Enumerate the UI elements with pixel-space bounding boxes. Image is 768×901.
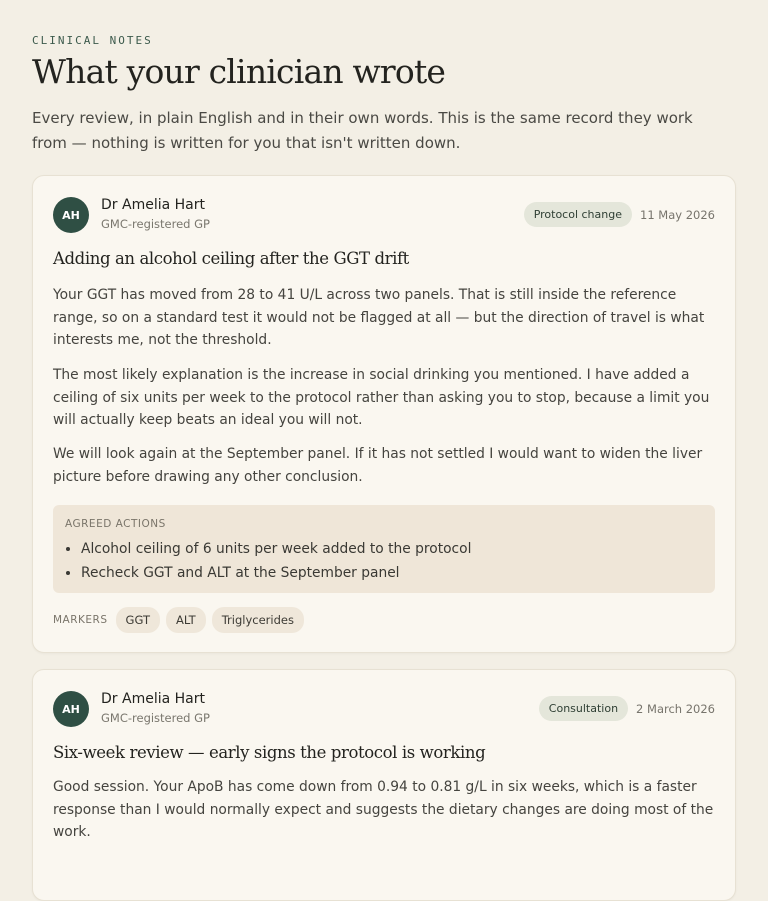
- note-date: 11 May 2026: [640, 207, 715, 222]
- marker-list: [53, 607, 304, 633]
- note-title: Adding an alcohol ceiling after the GGT drift: [53, 249, 409, 268]
- page-title: What your clinician wrote: [32, 52, 446, 91]
- page-intro: Every review, in plain English and in their own words. This is the same record they work from — nothing is written for you that isn't written down.: [32, 109, 693, 152]
- markers-label: MARKERS: [53, 614, 108, 626]
- clinician-role: GMC-registered GP: [101, 217, 210, 231]
- agreed-actions-label: AGREED ACTIONS: [65, 518, 166, 530]
- note-title: Six-week review — early signs the protocol is working: [53, 743, 486, 762]
- marker-chip-ggt[interactable]: GGT: [116, 607, 160, 633]
- note-paragraph: Good session. Your ApoB has come down from 0.94 to 0.81 g/L in six weeks, which is a faster response than I would normally expect and suggests the dietary changes are doing most of the work.: [53, 779, 714, 841]
- note-paragraph: The most likely explanation is the increase in social drinking you mentioned. I have added a ceiling of six units per week to the protocol rather than asking you to stop, because a limit you will actually keep beats an ideal you will not.: [53, 367, 710, 429]
- section-eyebrow: CLINICAL NOTES: [32, 34, 153, 47]
- note-type-badge: Protocol change: [524, 202, 632, 227]
- clinician-role: GMC-registered GP: [101, 711, 210, 725]
- note-card: [32, 175, 736, 653]
- note-meta: [524, 202, 715, 227]
- avatar: AH: [53, 197, 89, 233]
- note-meta: [539, 696, 715, 721]
- note-card: [32, 669, 736, 901]
- clinician-name: Dr Amelia Hart: [101, 197, 205, 213]
- avatar: AH: [53, 691, 89, 727]
- note-paragraph: We will look again at the September panel. If it has not settled I would want to widen the liver picture before drawing any other conclusion.: [53, 446, 703, 485]
- agreed-actions-panel: [53, 505, 715, 593]
- note-paragraph: Your GGT has moved from 28 to 41 U/L across two panels. That is still inside the reference range, so on a standard test it would not be flagged at all — but the direction of travel is what interests me, not the threshold.: [53, 287, 705, 349]
- marker-chip-alt[interactable]: ALT: [166, 607, 206, 633]
- clinician-name: Dr Amelia Hart: [101, 691, 205, 707]
- note-date: 2 March 2026: [636, 701, 715, 716]
- note-type-badge: Consultation: [539, 696, 628, 721]
- agreed-action-item: • Recheck GGT and ALT at the September panel: [81, 561, 471, 585]
- marker-chip-triglycerides[interactable]: Triglycerides: [212, 607, 304, 633]
- agreed-actions-list: [65, 537, 471, 585]
- agreed-action-item: • Alcohol ceiling of 6 units per week added to the protocol: [81, 537, 471, 561]
